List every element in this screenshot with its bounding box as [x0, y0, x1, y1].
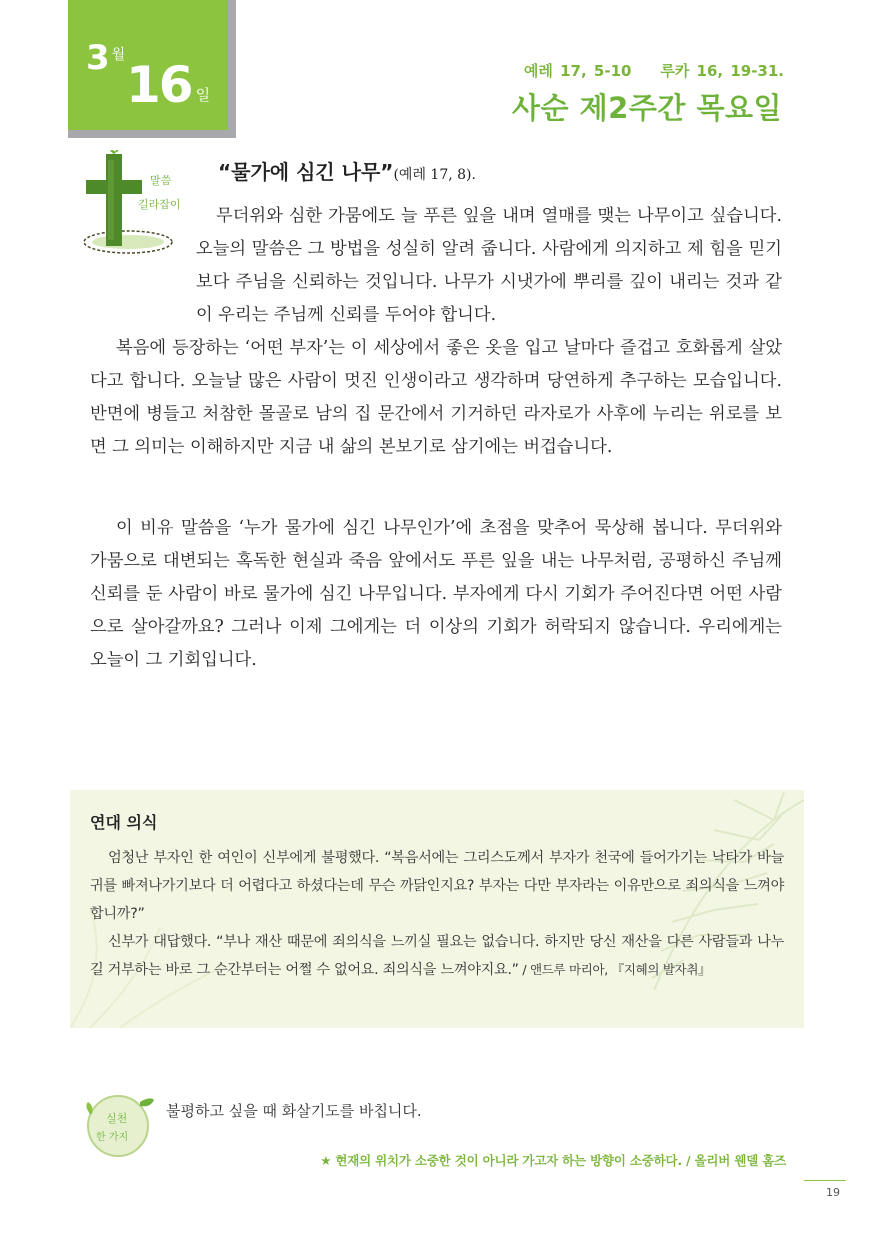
reading-references: 예레 17, 5-10 루카 16, 19-31. — [523, 62, 784, 80]
scripture-quote-title — [218, 156, 476, 185]
reflection-paragraph-1: 무더위와 심한 가뭄에도 늘 푸른 잎을 내며 열매를 맺는 나무이고 싶습니다. 오늘의 말씀은 그 방법을 성실히 알려 줍니다. 사람에게 의지하고 제 힘을 믿기보다 주님을 신뢰하는 것입니다. 나무가 시냇가에 뿌리를 깊이 내리는 것과 같이 우리는 주님께 신뢰를 두어야 합니다. — [196, 206, 782, 325]
reflection-paragraph-2: 복음에 등장하는 ‘어떤 부자’는 이 세상에서 좋은 옷을 입고 날마다 즐겁고 호화롭게 살았다고 합니다. 오늘날 많은 사람이 멋진 인생이라고 생각하며 당연하게 추구하는 모습입니다. 반면에 병들고 처참한 몰골로 남의 집 문간에서 기거하던 라자로가 사후에 누리는 위로를 보면 그 의미는 이해하지만 지금 내 삶의 본보기로 삼기에는 버겁습니다. — [90, 338, 782, 457]
quote-text: “물가에 심긴 나무” — [218, 160, 394, 184]
date-month: 3 $^월$ — [86, 38, 126, 78]
solidarity-box — [70, 790, 804, 1028]
reflection-paragraph-3: 이 비유 말씀을 ‘누가 물가에 심긴 나무인가’에 초점을 맞추어 묵상해 봅니다. 무더위와 가뭄으로 대변되는 혹독한 현실과 죽음 앞에서도 푸른 잎을 내는 나무처럼, 공평하신 주님께 신뢰를 둔 사람이 바로 물가에 심긴 나무입니다. 부자에게 다시 기회가 주어진다면 어떤 사람으로 살아갈까요? 그러나 이제 그에게는 더 이상의 기회가 허락되지 않습니다. 우리에게는 오늘이 그 기회입니다. — [90, 518, 782, 670]
page-number-rule — [804, 1180, 846, 1181]
solidarity-paragraph-1: 엄청난 부자인 한 여인이 신부에게 불평했다. “복음서에는 그리스도께서 부자가 천국에 들어가기는 낙타가 바늘귀를 빠져나가기보다 더 어렵다고 하셨다는데 무슨 까닭인지요? 부자는 다만 부자라는 이유만으로 죄의식을 느껴야 합니까?” — [90, 850, 784, 922]
date-day: 16 일 — [126, 56, 211, 114]
liturgical-day-title: 사순 제2주간 목요일 — [512, 91, 782, 125]
word-guide-label-2: 길라잡이 — [138, 198, 181, 211]
page-number: 19 — [826, 1186, 840, 1199]
word-guide-label-1: 말씀 — [150, 174, 172, 187]
practice-icon — [82, 1088, 160, 1160]
solidarity-source: / 앤드루 마리아, 『지혜의 발자취』 — [518, 962, 711, 977]
solidarity-paragraph-2: 신부가 대답했다. “부나 재산 때문에 죄의식을 느끼실 필요는 없습니다. 하지만 당신 재산을 다른 사람들과 나누길 거부하는 바로 그 순간부터는 어쩔 수 없어요. 죄의식을 느껴야지요.” / 앤드루 마리아, 『지혜의 발자취』 — [90, 934, 784, 978]
practice-text: 불평하고 싶을 때 화살기도를 바칩니다. — [166, 1102, 422, 1120]
practice-label-1: 실천 — [106, 1112, 128, 1125]
quote-reference: (예레 17, 8). — [393, 167, 476, 183]
practice-label-2: 한 가지 — [96, 1132, 129, 1143]
date-tab — [68, 0, 236, 138]
date-badge — [68, 0, 228, 130]
word-guide-icon — [76, 150, 194, 258]
solidarity-title: 연대 의식 — [90, 813, 158, 832]
footer-quote: ★ 현재의 위치가 소중한 것이 아니라 가고자 하는 방향이 소중하다. / 올리버 웬델 홈즈 — [320, 1153, 786, 1168]
